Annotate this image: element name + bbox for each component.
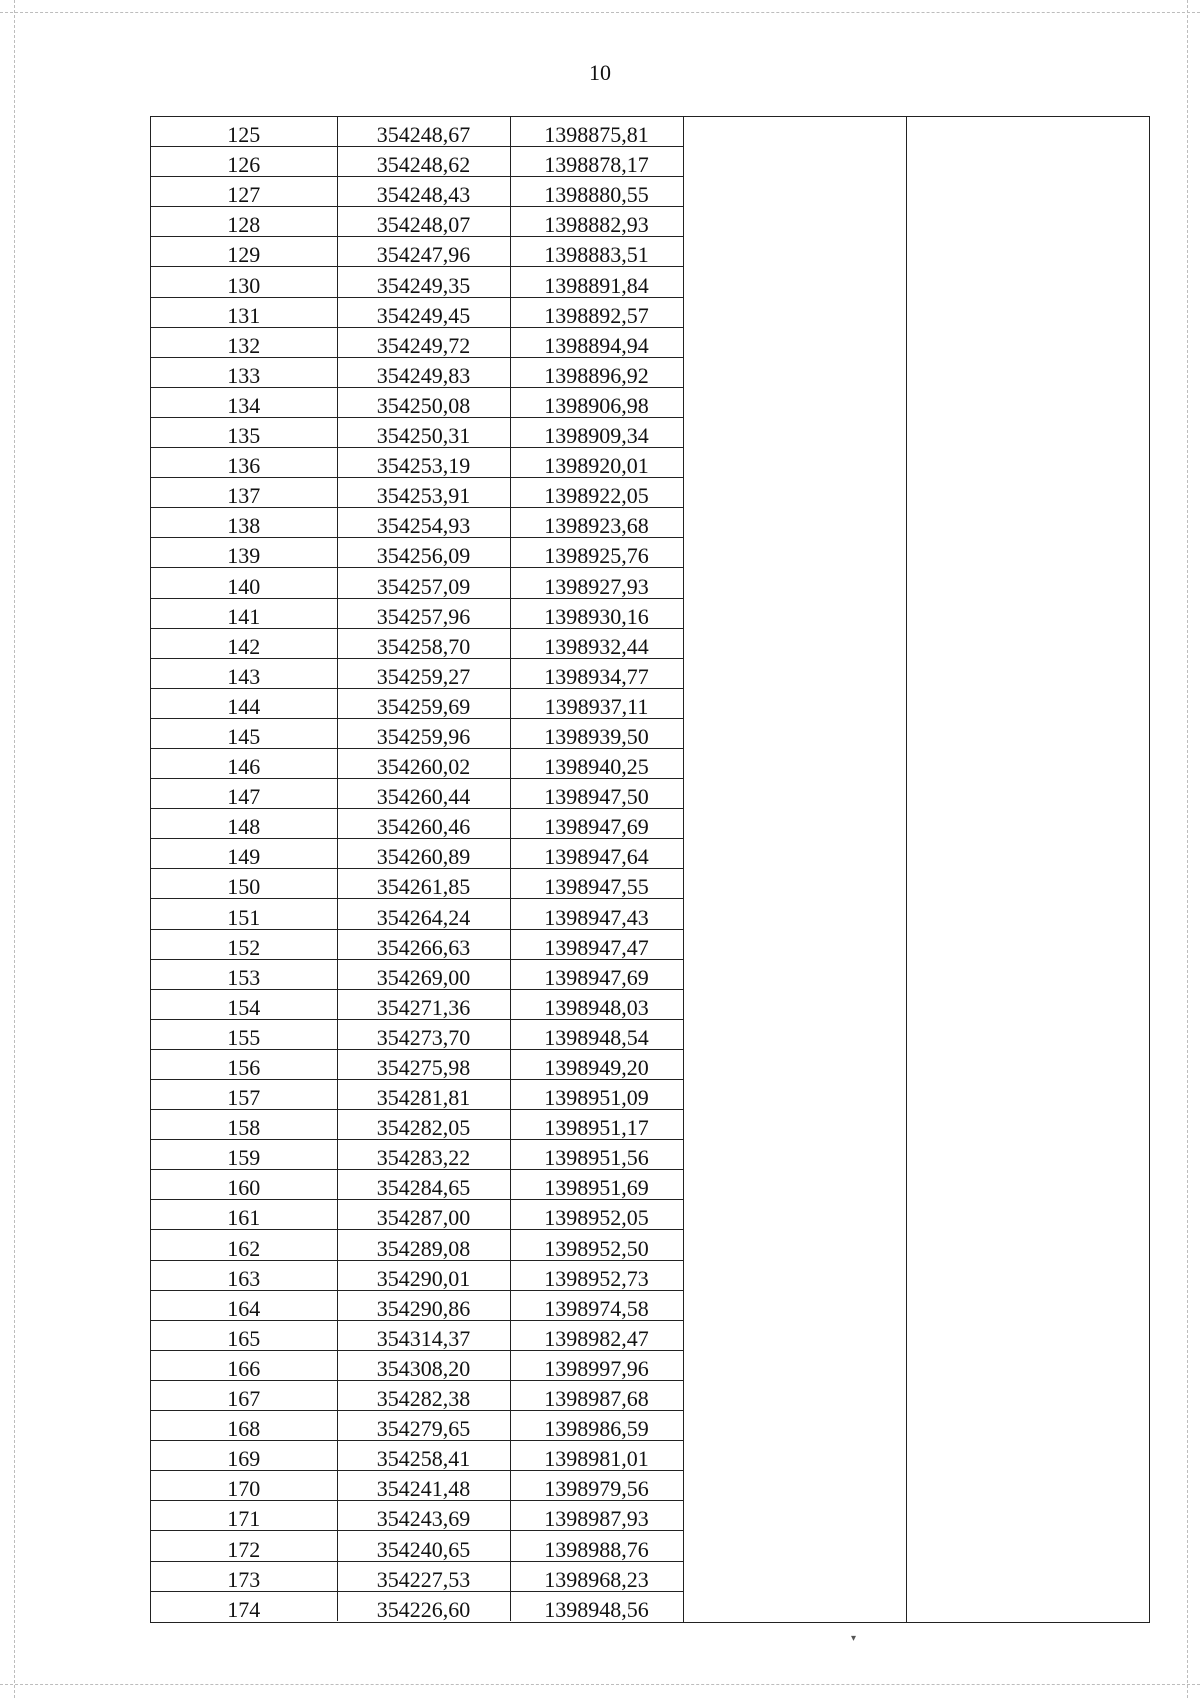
coordinate-y-cell: 1398981,01 <box>510 1441 683 1471</box>
page-number: 10 <box>589 60 611 85</box>
scan-edge-bottom <box>0 1684 1200 1685</box>
point-number-cell: 142 <box>151 628 337 658</box>
table-row <box>151 1471 683 1501</box>
coordinate-x-cell: 354249,72 <box>337 327 510 357</box>
coordinate-y-cell: 1398948,03 <box>510 989 683 1019</box>
coordinate-x-cell: 354249,83 <box>337 357 510 387</box>
table-body <box>151 117 683 1621</box>
table-row <box>151 448 683 478</box>
coordinate-y-cell: 1398937,11 <box>510 688 683 718</box>
point-number-cell: 156 <box>151 1049 337 1079</box>
scan-edge-left <box>14 0 15 1698</box>
coordinate-x-cell: 354248,07 <box>337 207 510 237</box>
table-row <box>151 387 683 417</box>
point-number-cell: 168 <box>151 1411 337 1441</box>
point-number-cell: 159 <box>151 1140 337 1170</box>
point-number-cell: 150 <box>151 869 337 899</box>
coordinate-y-cell: 1398997,96 <box>510 1350 683 1380</box>
coordinate-x-cell: 354308,20 <box>337 1350 510 1380</box>
coordinate-y-cell: 1398948,54 <box>510 1019 683 1049</box>
point-number-cell: 127 <box>151 177 337 207</box>
table-row <box>151 1049 683 1079</box>
table-row <box>151 1260 683 1290</box>
table-row <box>151 989 683 1019</box>
table-row <box>151 1140 683 1170</box>
coordinate-y-cell: 1398909,34 <box>510 417 683 447</box>
point-number-cell: 161 <box>151 1200 337 1230</box>
coordinate-x-cell: 354248,62 <box>337 147 510 177</box>
point-number-cell: 149 <box>151 839 337 869</box>
table-row <box>151 929 683 959</box>
table-row <box>151 598 683 628</box>
coordinate-y-cell: 1398952,50 <box>510 1230 683 1260</box>
coordinate-x-cell: 354275,98 <box>337 1049 510 1079</box>
coordinate-y-cell: 1398947,69 <box>510 959 683 989</box>
table-row <box>151 1290 683 1320</box>
coordinate-y-cell: 1398875,81 <box>510 117 683 147</box>
point-number-cell: 174 <box>151 1591 337 1621</box>
coordinate-y-cell: 1398878,17 <box>510 147 683 177</box>
table-row <box>151 117 683 147</box>
point-number-cell: 158 <box>151 1110 337 1140</box>
point-number-cell: 136 <box>151 448 337 478</box>
point-number-cell: 157 <box>151 1080 337 1110</box>
table-row <box>151 237 683 267</box>
table-row <box>151 508 683 538</box>
table-row <box>151 959 683 989</box>
table-row <box>151 1350 683 1380</box>
point-number-cell: 153 <box>151 959 337 989</box>
coordinate-x-cell: 354284,65 <box>337 1170 510 1200</box>
coordinates-table <box>151 117 684 1621</box>
point-number-cell: 141 <box>151 598 337 628</box>
table-row <box>151 327 683 357</box>
point-number-cell: 128 <box>151 207 337 237</box>
point-number-cell: 145 <box>151 718 337 748</box>
point-number-cell: 133 <box>151 357 337 387</box>
point-number-cell: 148 <box>151 809 337 839</box>
table-row <box>151 1170 683 1200</box>
coordinate-x-cell: 354281,81 <box>337 1080 510 1110</box>
table-row <box>151 1441 683 1471</box>
coordinate-x-cell: 354287,00 <box>337 1200 510 1230</box>
coordinate-x-cell: 354259,69 <box>337 688 510 718</box>
coordinate-x-cell: 354254,93 <box>337 508 510 538</box>
point-number-cell: 126 <box>151 147 337 177</box>
coordinate-y-cell: 1398952,73 <box>510 1260 683 1290</box>
coordinate-y-cell: 1398930,16 <box>510 598 683 628</box>
point-number-cell: 139 <box>151 538 337 568</box>
coordinate-x-cell: 354314,37 <box>337 1320 510 1350</box>
coordinate-y-cell: 1398906,98 <box>510 387 683 417</box>
point-number-cell: 129 <box>151 237 337 267</box>
table-row <box>151 628 683 658</box>
coordinate-x-cell: 354260,89 <box>337 839 510 869</box>
coordinate-y-cell: 1398932,44 <box>510 628 683 658</box>
scan-edge-top <box>0 12 1200 13</box>
coordinate-y-cell: 1398947,55 <box>510 869 683 899</box>
point-number-cell: 131 <box>151 297 337 327</box>
table-row <box>151 658 683 688</box>
coordinate-y-cell: 1398892,57 <box>510 297 683 327</box>
table-row <box>151 568 683 598</box>
scan-edge-right <box>1187 0 1188 1698</box>
coordinate-x-cell: 354259,96 <box>337 718 510 748</box>
table-row <box>151 688 683 718</box>
point-number-cell: 171 <box>151 1501 337 1531</box>
table-row <box>151 1501 683 1531</box>
coordinate-x-cell: 354260,44 <box>337 779 510 809</box>
coordinate-x-cell: 354260,02 <box>337 748 510 778</box>
point-number-cell: 137 <box>151 478 337 508</box>
coordinate-y-cell: 1398947,69 <box>510 809 683 839</box>
coordinate-y-cell: 1398927,93 <box>510 568 683 598</box>
table-row <box>151 147 683 177</box>
table-row <box>151 779 683 809</box>
coordinate-y-cell: 1398951,56 <box>510 1140 683 1170</box>
table-row <box>151 417 683 447</box>
table-row <box>151 207 683 237</box>
coordinate-y-cell: 1398922,05 <box>510 478 683 508</box>
table-row <box>151 1531 683 1561</box>
point-number-cell: 144 <box>151 688 337 718</box>
coordinate-y-cell: 1398880,55 <box>510 177 683 207</box>
coordinate-y-cell: 1398939,50 <box>510 718 683 748</box>
table-row <box>151 1110 683 1140</box>
table-row <box>151 177 683 207</box>
point-number-cell: 146 <box>151 748 337 778</box>
coordinate-x-cell: 354258,70 <box>337 628 510 658</box>
point-number-cell: 167 <box>151 1380 337 1410</box>
coordinate-y-cell: 1398925,76 <box>510 538 683 568</box>
point-number-cell: 160 <box>151 1170 337 1200</box>
point-number-cell: 143 <box>151 658 337 688</box>
coordinate-x-cell: 354248,43 <box>337 177 510 207</box>
coordinate-x-cell: 354273,70 <box>337 1019 510 1049</box>
coordinate-x-cell: 354289,08 <box>337 1230 510 1260</box>
coordinate-x-cell: 354243,69 <box>337 1501 510 1531</box>
point-number-cell: 164 <box>151 1290 337 1320</box>
coordinate-x-cell: 354250,31 <box>337 417 510 447</box>
coordinate-x-cell: 354257,09 <box>337 568 510 598</box>
coordinate-x-cell: 354227,53 <box>337 1561 510 1591</box>
coordinate-y-cell: 1398934,77 <box>510 658 683 688</box>
coordinates-table-frame <box>150 116 1150 1644</box>
coordinate-y-cell: 1398968,23 <box>510 1561 683 1591</box>
point-number-cell: 151 <box>151 899 337 929</box>
coordinate-x-cell: 354249,35 <box>337 267 510 297</box>
table-row <box>151 1320 683 1350</box>
table-row <box>151 1561 683 1591</box>
point-number-cell: 135 <box>151 417 337 447</box>
coordinate-y-cell: 1398896,92 <box>510 357 683 387</box>
coordinate-x-cell: 354282,38 <box>337 1380 510 1410</box>
coordinate-y-cell: 1398949,20 <box>510 1049 683 1079</box>
table-row <box>151 478 683 508</box>
coordinate-y-cell: 1398920,01 <box>510 448 683 478</box>
point-number-cell: 163 <box>151 1260 337 1290</box>
coordinate-y-cell: 1398951,09 <box>510 1080 683 1110</box>
point-number-cell: 169 <box>151 1441 337 1471</box>
coordinate-x-cell: 354283,22 <box>337 1140 510 1170</box>
coordinate-x-cell: 354248,67 <box>337 117 510 147</box>
coordinate-y-cell: 1398947,43 <box>510 899 683 929</box>
table-row <box>151 748 683 778</box>
point-number-cell: 166 <box>151 1350 337 1380</box>
coordinate-y-cell: 1398986,59 <box>510 1411 683 1441</box>
table-row <box>151 1200 683 1230</box>
coordinate-y-cell: 1398891,84 <box>510 267 683 297</box>
table-row <box>151 357 683 387</box>
coordinate-x-cell: 354256,09 <box>337 538 510 568</box>
coordinate-y-cell: 1398947,64 <box>510 839 683 869</box>
coordinate-x-cell: 354264,24 <box>337 899 510 929</box>
table-row <box>151 1230 683 1260</box>
coordinate-y-cell: 1398987,68 <box>510 1380 683 1410</box>
coordinate-x-cell: 354282,05 <box>337 1110 510 1140</box>
coordinate-x-cell: 354290,01 <box>337 1260 510 1290</box>
column-divider <box>683 117 684 1622</box>
point-number-cell: 125 <box>151 117 337 147</box>
coordinate-x-cell: 354250,08 <box>337 387 510 417</box>
coordinate-x-cell: 354253,19 <box>337 448 510 478</box>
coordinate-x-cell: 354259,27 <box>337 658 510 688</box>
column-divider <box>906 117 907 1622</box>
coordinate-x-cell: 354240,65 <box>337 1531 510 1561</box>
coordinate-x-cell: 354247,96 <box>337 237 510 267</box>
coordinate-y-cell: 1398947,47 <box>510 929 683 959</box>
table-row <box>151 718 683 748</box>
table-row <box>151 809 683 839</box>
table-row <box>151 899 683 929</box>
point-number-cell: 130 <box>151 267 337 297</box>
coordinate-x-cell: 354261,85 <box>337 869 510 899</box>
coordinate-y-cell: 1398883,51 <box>510 237 683 267</box>
table-row <box>151 1411 683 1441</box>
coordinate-y-cell: 1398894,94 <box>510 327 683 357</box>
table-row <box>151 839 683 869</box>
coordinate-x-cell: 354241,48 <box>337 1471 510 1501</box>
coordinate-y-cell: 1398923,68 <box>510 508 683 538</box>
coordinate-x-cell: 354226,60 <box>337 1591 510 1621</box>
coordinate-y-cell: 1398982,47 <box>510 1320 683 1350</box>
table-row <box>151 869 683 899</box>
coordinate-y-cell: 1398951,17 <box>510 1110 683 1140</box>
point-number-cell: 140 <box>151 568 337 598</box>
point-number-cell: 173 <box>151 1561 337 1591</box>
coordinate-x-cell: 354260,46 <box>337 809 510 839</box>
coordinate-y-cell: 1398988,76 <box>510 1531 683 1561</box>
table-row <box>151 538 683 568</box>
coordinate-y-cell: 1398974,58 <box>510 1290 683 1320</box>
table-row <box>151 267 683 297</box>
point-number-cell: 132 <box>151 327 337 357</box>
coordinate-y-cell: 1398940,25 <box>510 748 683 778</box>
point-number-cell: 134 <box>151 387 337 417</box>
table-row <box>151 1380 683 1410</box>
point-number-cell: 165 <box>151 1320 337 1350</box>
coordinate-y-cell: 1398948,56 <box>510 1591 683 1621</box>
coordinate-x-cell: 354269,00 <box>337 959 510 989</box>
coordinate-y-cell: 1398951,69 <box>510 1170 683 1200</box>
point-number-cell: 170 <box>151 1471 337 1501</box>
coordinate-y-cell: 1398987,93 <box>510 1501 683 1531</box>
coordinate-x-cell: 354279,65 <box>337 1411 510 1441</box>
point-number-cell: 147 <box>151 779 337 809</box>
table-row <box>151 297 683 327</box>
coordinate-x-cell: 354290,86 <box>337 1290 510 1320</box>
coordinate-x-cell: 354249,45 <box>337 297 510 327</box>
coordinate-x-cell: 354271,36 <box>337 989 510 1019</box>
coordinate-y-cell: 1398947,50 <box>510 779 683 809</box>
point-number-cell: 162 <box>151 1230 337 1260</box>
coordinate-x-cell: 354253,91 <box>337 478 510 508</box>
coordinate-y-cell: 1398979,56 <box>510 1471 683 1501</box>
point-number-cell: 172 <box>151 1531 337 1561</box>
point-number-cell: 138 <box>151 508 337 538</box>
scan-speck: ▾ <box>851 1633 857 1644</box>
coordinate-y-cell: 1398882,93 <box>510 207 683 237</box>
coordinate-x-cell: 354258,41 <box>337 1441 510 1471</box>
coordinate-x-cell: 354257,96 <box>337 598 510 628</box>
coordinate-x-cell: 354266,63 <box>337 929 510 959</box>
point-number-cell: 155 <box>151 1019 337 1049</box>
table-row <box>151 1019 683 1049</box>
point-number-cell: 154 <box>151 989 337 1019</box>
table-row <box>151 1591 683 1621</box>
table-row <box>151 1080 683 1110</box>
point-number-cell: 152 <box>151 929 337 959</box>
coordinate-y-cell: 1398952,05 <box>510 1200 683 1230</box>
